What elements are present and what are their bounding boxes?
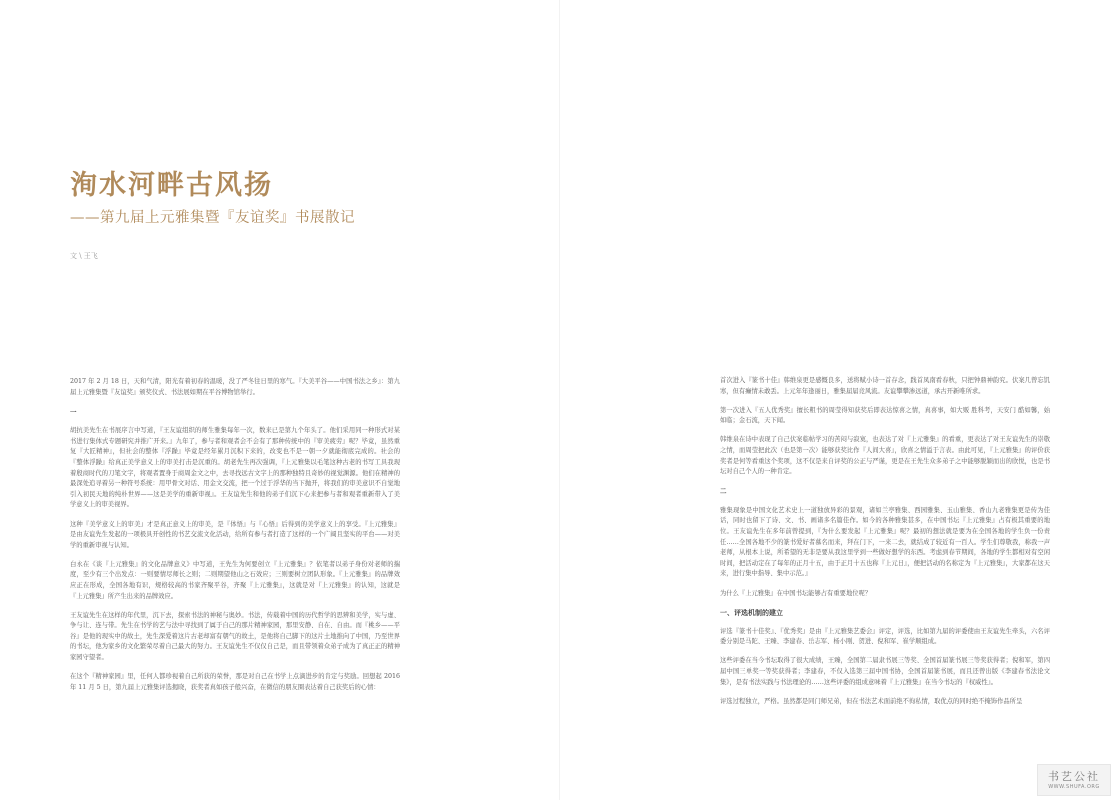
paragraph: 首次进入『篆书十佳』韩维泉更是感慨良多，送将赋小诗一首存念，践首凤南看春秋，只把钟鼎神韵究。伏案几曾忘饥寒，但有癫情未敢丢。上元年年逢丽日，雅集届届竞风流。友谊攀攀渗远道，承古开新唯所求。 <box>720 377 1050 395</box>
paragraph: 2017 年 2 月 18 日，天和气清，阳光有着初春的温暖，没了严冬往日里的寒气。『大美平谷——中国书法之乡』：第九届上元雅集暨『友谊奖』颁奖仪式、书法展如期在平谷博物馆举行。 <box>70 378 400 396</box>
paragraph: 评选过程独立，严格。虽然都是同门师兄弟，但在书法艺术面前绝不徇私情，取优点的同时绝不掩饰作品所呈 <box>720 697 1023 705</box>
article-subtitle: ——第九届上元雅集暨『友谊奖』书展散记 <box>70 210 355 226</box>
paragraph: 雅集现象是中国文化艺术史上一道独放异彩的景观，诸如兰亭雅集、西园雅集、玉山雅集、香山九老雅集更是传为佳话，同时也留下了诗、文、书、画诸多名篇佳作。如今的各种雅集甚多，在中国书坛『上元雅集』占有极其重要的地位。王友谊先生在多年前曾提到，『为什么要发起『上元雅集』呢？最初的想法就是要为在全国各地的学生负一份责任……全国各地不少的篆书爱好者慕名而来，拜在门下，一来二去，就结成了较近有一百人。学生们尊敬我，称我一声老师，从根本上说，所希望的无非是要从我这里学到一些做好想学的东西。考虑到春节期间，各地的学生都相对有空闲时间，把活动定在了每年的正月十五，由于正月十五也称『上元日』，便把活动的名称定为『上元雅集』，大家都在这天来，进行集中指导、集中示范。』 <box>720 506 1050 578</box>
watermark-logo-text: 书艺公社 <box>1048 769 1100 783</box>
watermark-url: WWW.SHUFA.ORG <box>1048 783 1100 790</box>
paragraph: 王友谊先生在这样的年代里，沉下去，探索书法的神秘与奥妙。书法，传载着中国的历代哲学的思辨和美学，实与虚、争与让、连与带。先生在书学的艺与法中寻找到了属于自己的那片精神家园，那里安静、自在、自由。而『桃乡——平谷』是他的现实中的故土，先生深爱着这片古老却富有朝气的故土，是他将自己脚下的这片土地推向了中国，乃至世界的书坛，他为家乡的文化繁荣尽着自己最大的努力。王友谊先生不仅仅自己是，而且带领着众弟子成为了真正正的精神家园守望者。 <box>70 611 400 662</box>
paragraph: 胡抗美先生在书展序言中写道，『王友谊组织的师生雅集每年一次，数来已是第九个年头了。他们采用同一种形式对某书进行集体式专题研究并推广开来。』九年了，参与者和观者会不会有了那种传统中的『审美疲劳』呢？毕竟，虽然重复『大匠精神』，但社会的整体『浮躁』毕竟是经年累月沉积下来的，改变也不是一朝一夕就能彻底完成的。社会的『整体浮躁』给真正美学意义上的审美打击是沉重的。胡老先生再次强调，『上元雅集以毛笔这种古老的书写工具我现着殷商时代的刀笔文字，将观者置身于商周金文之中，去寻找远古文字上的那种独特且奇妙的视觉渊源。他们在精神的最深处追寻着另一种符号系统：用甲骨文对话、用金文交流，把一个过于浮华的当下抛开，将我们的审美意识不自觉地引入初民天地的纯朴世界——这是美学的重新审视』。王友谊先生和他的弟子们沉下心来把参与者和观者重新带入了美学意义上的审美视界。 <box>70 427 400 509</box>
paragraph: 第一次进入『五人优秀奖』擅长粗书的周莹得知获奖后即表达惊喜之情，真喜事，如大贩 胜科考，天安门 酷如馨，始如临；金石流，天下闻。 <box>720 406 1050 425</box>
paragraph: 这种『美学意义上的审美』才是真正意义上的审美，是『体悟』与『心悟』后得到的美学意义上的享受。『上元雅集』是由友谊先生发起的一项极具开创性的书艺交流文化活动，给所有参与者打造了这样的一个广阔且坚实的平台——对美学的重新审视与认知。 <box>70 520 400 549</box>
paragraph: 评选『篆书十佳奖』、『优秀奖』是由『上元雅集艺委会』评定，评选，比如第九届的评委使由王友谊先生牵头，六名评委分别是马陀、王臻、李建春、岳志军、杨小刚、贺进、倪和军、崔学顺组成。 <box>720 627 1050 646</box>
paragraph: 为什么『上元雅集』在中国书坛能够占有重要地位呢？ <box>720 589 872 597</box>
section-number: 二 <box>720 487 728 496</box>
page-gutter <box>559 0 560 800</box>
paragraph: 这些评委在当今书坛取得了很大成绩，王臻，全国第二届隶书展三等奖、全国首届篆书展三等奖获得者；倪和军，第四届中国三单奖一等奖获得者；李建春，不仅入选第三届中国书协，全国首届篆书展，而且还曾出版《李建春书法论文集》，是有书法实践与书法理论的……这些评委的组成意味着『上元雅集』在当今书坛的『权威性』。 <box>720 657 1050 686</box>
site-watermark <box>1037 764 1111 796</box>
paragraph: 白永在《谈『上元雅集』的文化品牌意义》中写道，王先生为何要创立『上元雅集』？依笔者以弟子身份对老师的揣度，至少有三个出发点：一则要情尽师长之则；二则期望他山之石效应；三则要树立团队形象。『上元雅集』的品牌效应正在形成，全国各地有识，规格较高的书家齐聚平谷，齐聚『上元雅集』，这就是对『上元雅集』的认知，这就是『上元雅集』所产生出来的品牌效应。 <box>70 560 400 600</box>
article-title: 洵水河畔古风扬 <box>70 170 273 201</box>
paragraph: 韩维泉在诗中表现了自己伏案临帖学习的苦闷与寂寞，也表达了对『上元雅集』的看重，更表达了对王友谊先生的崇敬之情，而周莹把此次（也是第一次）能够获奖比作『人间大喜』，欣喜之情溢于言表。由此可见，『上元雅集』的评价获奖者是何等看重这个奖项，这不仅是来自评奖的公正与严谨，更是在王先生众多弟子之中能够脱颖而出的欣悦，也是书坛对自己个人的一种肯定。 <box>720 436 1050 476</box>
left-text-column <box>70 377 400 702</box>
section-heading: 一、评选机制的建立 <box>720 607 783 617</box>
paragraph: 在这个『精神家园』里，任何人都珍视着自己所获的荣誉，那是对自己在书学上点滴进步的肯定与奖励。回想起 2016 年 11 月 5 日，第九届上元雅集评选揭晓，获奖者真如孩子般兴奋，在微信的朋友圈表达着自己获奖后的心情： <box>70 673 400 691</box>
section-number: 一 <box>70 407 78 416</box>
author-byline: 文 \ 王飞 <box>70 252 98 260</box>
right-text-column <box>720 376 1050 716</box>
